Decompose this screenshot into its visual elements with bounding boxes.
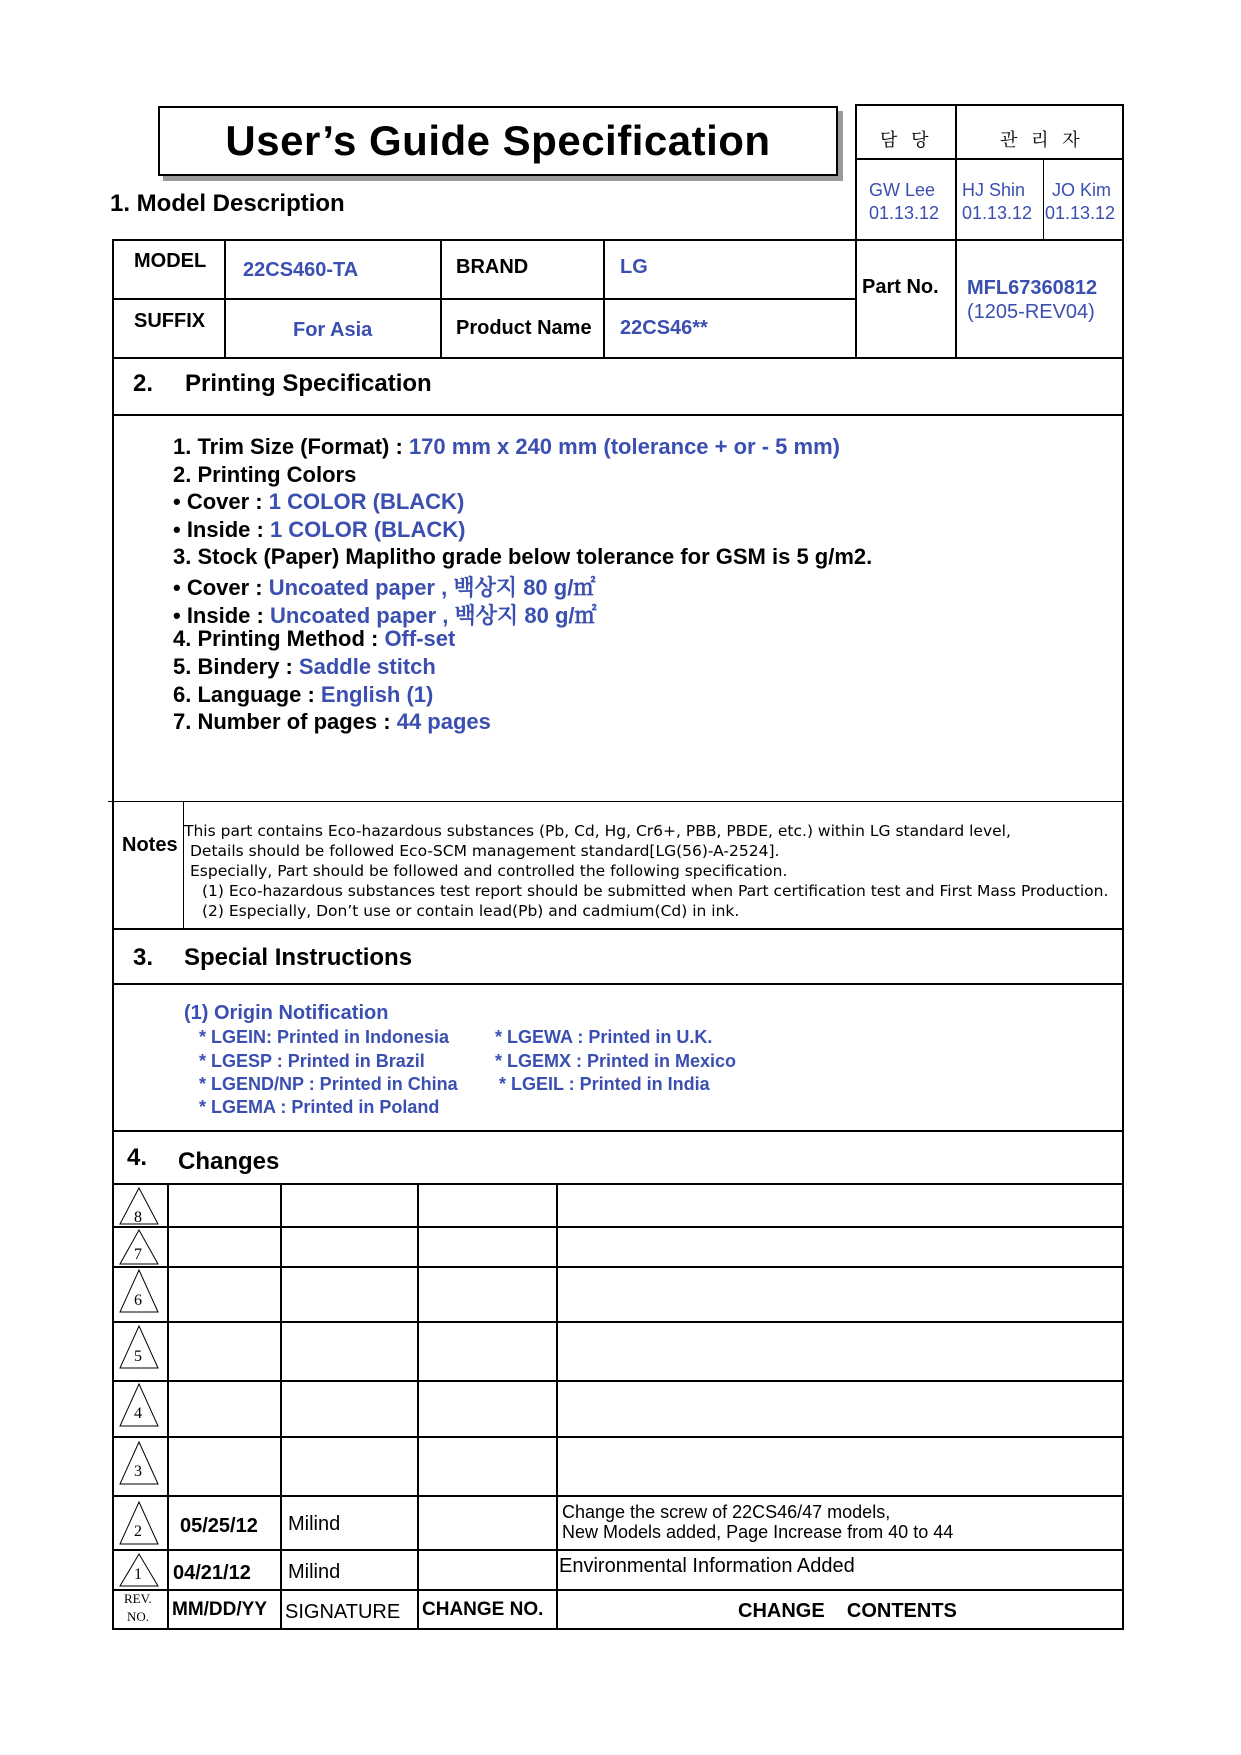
origin-item: * LGESP : Printed in Brazil (199, 1051, 425, 1071)
changes-heading: Changes (178, 1148, 280, 1175)
approval-header-right: 관 리 자 (1000, 130, 1084, 151)
change-date: 05/25/12 (180, 1515, 258, 1537)
change-no-column-label: CHANGE NO. (422, 1599, 544, 1620)
origin-item: * LGEIN: Printed in Indonesia (199, 1027, 450, 1047)
rev-number: 6 (134, 1292, 142, 1309)
model-value: 22CS460-TA (243, 259, 359, 281)
special-instructions-heading: Special Instructions (184, 944, 413, 971)
inside-color-line: • Inside : 1 COLOR (BLACK) (173, 517, 466, 542)
document-title (158, 106, 838, 176)
approval-header-left: 담 당 (880, 130, 933, 151)
change-contents: Change the screw of 22CS46/47 models, (562, 1502, 891, 1522)
model-description-heading: 1. Model Description (110, 190, 345, 217)
signer-3-date: 01.13.12 (1045, 203, 1116, 223)
section-4-number: 4. (127, 1144, 148, 1171)
change-signature: Milind (288, 1513, 341, 1535)
rev-number: 1 (134, 1566, 142, 1583)
origin-item: * LGEND/NP : Printed in China (199, 1074, 458, 1094)
signer-2-date: 01.13.12 (962, 203, 1033, 223)
origin-heading: (1) Origin Notification (184, 1002, 389, 1024)
part-no-revision: (1205-REV04) (967, 301, 1095, 323)
rev-number: 2 (134, 1523, 142, 1540)
notes-label: Notes (122, 834, 178, 856)
trim-size-line: 1. Trim Size (Format) : 170 mm x 240 mm (tolerance + or - 5 mm) (173, 434, 840, 459)
part-no-value: MFL67360812 (967, 277, 1098, 299)
title-text: User’s Guide Specification (225, 117, 771, 164)
section-2-number: 2. (133, 370, 154, 397)
rev-no-label-1: REV. (124, 1591, 152, 1606)
cover-paper-line: • Cover : Uncoated paper , 백상지 80 g/㎡ (173, 575, 596, 600)
signer-1-date: 01.13.12 (869, 203, 940, 223)
note-line: (2) Especially, Don’t use or contain lead(Pb) and cadmium(Cd) in ink. (202, 902, 740, 920)
rev-number: 7 (134, 1246, 142, 1263)
product-name-value: 22CS46** (620, 317, 708, 339)
change-date: 04/21/12 (173, 1562, 251, 1584)
bindery-line: 5. Bindery : Saddle stitch (173, 654, 436, 679)
signer-2-name: HJ Shin (962, 180, 1026, 200)
part-no-label: Part No. (862, 276, 939, 298)
stock-paper-line: 3. Stock (Paper) Maplitho grade below tolerance for GSM is 5 g/m2. (173, 544, 873, 569)
printing-colors-line: 2. Printing Colors (173, 462, 357, 487)
rev-number: 4 (134, 1405, 142, 1422)
origin-item: * LGEMX : Printed in Mexico (495, 1051, 737, 1071)
origin-item: * LGEIL : Printed in India (499, 1074, 710, 1094)
date-column-label: MM/DD/YY (172, 1599, 267, 1620)
origin-item: * LGEMA : Printed in Poland (199, 1097, 440, 1117)
rev-number: 8 (134, 1209, 142, 1226)
change-signature: Milind (288, 1561, 341, 1583)
printing-spec-heading: Printing Specification (185, 370, 432, 397)
change-contents: Environmental Information Added (559, 1555, 855, 1577)
rev-number: 5 (134, 1348, 142, 1365)
signer-1-name: GW Lee (869, 180, 936, 200)
change-contents: New Models added, Page Increase from 40 to 44 (562, 1522, 954, 1542)
suffix-value: For Asia (293, 319, 373, 341)
product-name-label: Product Name (456, 317, 592, 339)
pages-line: 7. Number of pages : 44 pages (173, 709, 491, 734)
language-line: 6. Language : English (1) (173, 682, 434, 707)
rev-number: 3 (134, 1463, 142, 1480)
contents-column-label: CHANGE CONTENTS (738, 1600, 957, 1622)
origin-item: * LGEWA : Printed in U.K. (495, 1027, 713, 1047)
suffix-label: SUFFIX (134, 310, 206, 332)
note-line: (1) Eco-hazardous substances test report should be submitted when Part certification test and First Mass Production. (202, 882, 1109, 900)
note-line: Details should be followed Eco-SCM management standard[LG(56)-A-2524]. (190, 842, 780, 860)
note-line: This part contains Eco-hazardous substances (Pb, Cd, Hg, Cr6+, PBB, PBDE, etc.) within LG standard level, (184, 822, 1011, 840)
rev-no-label-2: NO. (127, 1609, 150, 1624)
signer-3-name: JO Kim (1052, 180, 1112, 200)
signature-column-label: SIGNATURE (285, 1601, 401, 1623)
brand-value: LG (620, 256, 648, 278)
cover-color-line: • Cover : 1 COLOR (BLACK) (173, 489, 465, 514)
brand-label: BRAND (456, 256, 529, 278)
inside-paper-line: • Inside : Uncoated paper , 백상지 80 g/㎡ (173, 603, 597, 628)
model-label: MODEL (134, 250, 207, 272)
section-3-number: 3. (133, 944, 154, 971)
printing-method-line: 4. Printing Method : Off-set (173, 626, 456, 651)
note-line: Especially, Part should be followed and controlled the following specification. (190, 862, 788, 880)
